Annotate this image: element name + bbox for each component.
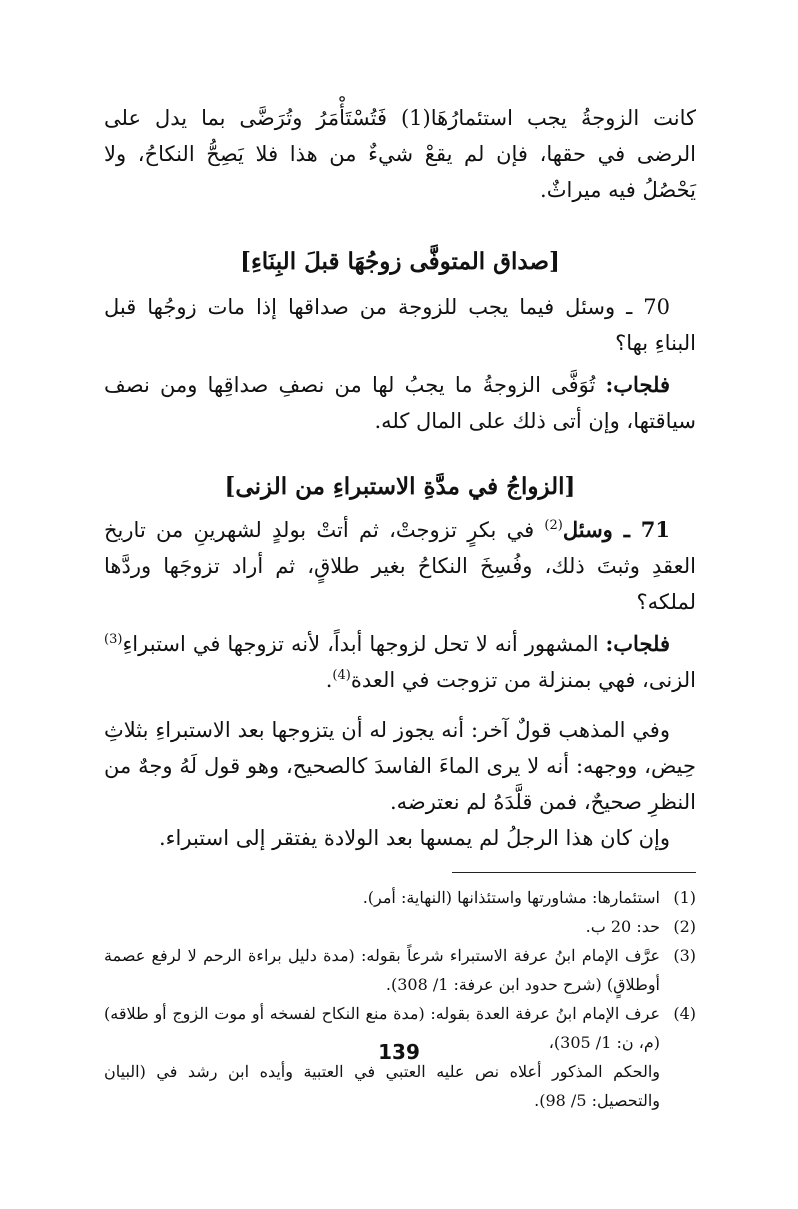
footnote-number: (2): [673, 917, 696, 936]
footnote-number: (1): [673, 888, 696, 907]
answer-label: فلجاب:: [605, 631, 670, 656]
footnote-text: حد: 20 ب.: [585, 917, 660, 936]
footnote-continuation: والحكم المذكور أعلاه نص عليه العتبي في العتبية وأيده ابن رشد في (البيان والتحصيل: 5/ 98).: [104, 1062, 660, 1110]
madhhab-paragraph: وفي المذهب قولٌ آخر: أنه يجوز له أن يتزوجها بعد الاستبراءِ بثلاثِ حِيض، ووجهه: أنه لا يرى الماءَ الفاسدَ كالصحيح، وهو قول لَهُ وجهٌ من النظرِ صحيحٌ، فمن قلَّدَهُ لم نعترضه.: [104, 718, 696, 814]
question-71: [104, 512, 696, 620]
footnote-item: [104, 912, 696, 941]
footnote-item: [104, 883, 696, 912]
footnote-item: [104, 941, 696, 999]
footnote-divider: [452, 872, 696, 873]
question-70: 70 ـ وسئل فيما يجب للزوجة من صداقها إذا مات زوجُها قبل البناءِ بها؟: [104, 295, 696, 355]
footnote-ref-3: (3): [104, 632, 123, 647]
footnote-text: عرَّف الإمام ابنُ عرفة الاستبراء شرعاً بقوله: (مدة دليل براءة الرحم لا لرفع عصمة أوطلاقٍ) (شرح حدود ابن عرفة: 1/ 308).: [104, 946, 660, 994]
answer-71: [104, 626, 696, 698]
answer-label: فلجاب:: [605, 372, 670, 397]
answer-71-text-b: الزنى، فهي بمنزلة من تزوجت في العدة: [350, 668, 696, 692]
footnote-ref-2: (2): [544, 518, 563, 533]
question-71-text: في بكرٍ تزوجتْ، ثم أتتْ بولدٍ لشهرينِ من تاريخ العقدِ وثبتَ ذلك، وفُسِخَ النكاحُ بغير طلاقٍ، ثم أراد تزوجَها وردَّها لملكه؟: [104, 518, 696, 614]
answer-70-text: تُوَفَّى الزوجةُ ما يجبُ لها من نصفِ صداقِها ومن نصف سياقتها، وإن أتى ذلك على المال كله.: [104, 373, 696, 433]
footnote-ref-4: (4): [332, 668, 351, 683]
section-heading-dowry: [صداق المتوفَّى زوجُهَا قبلَ البِنَاءِ]: [240, 248, 560, 275]
question-label: 71 ـ وسئل: [562, 517, 670, 542]
footnote-text: استئمارها: مشاورتها واستئذانها (النهاية: أمر).: [362, 888, 660, 907]
closing-paragraph: وإن كان هذا الرجلُ لم يمسها بعد الولادة يفتقر إلى استبراء.: [158, 826, 670, 850]
footnotes: [104, 883, 696, 1115]
answer-71-text-a: المشهور أنه لا تحل لزوجها أبداً، لأنه تزوجها في استبراءِ: [122, 632, 606, 656]
footnote-text: عرف الإمام ابنُ عرفة العدة بقوله: (مدة منع النكاح لفسخه أو موت الزوج أو طلاقه) (م، ن: 1/ 305)،: [104, 1004, 660, 1052]
footnote-number: (3): [673, 946, 696, 965]
page-body: [104, 100, 696, 1115]
footnote-number: (4): [673, 1004, 696, 1023]
answer-71-text-c: .: [325, 668, 333, 692]
intro-paragraph: كانت الزوجةُ يجب استئمارُهَا(1) فَتُسْتَأْمَرُ وتُرَضَّى بما يدل على الرضى في حقها، فإن لم يقعْ شيءٌ من هذا فلا يَصِحُّ النكاحُ، ولا يَحْصُلُ فيه ميراثٌ.: [104, 106, 696, 202]
section-heading-marriage: [الزواجُ في مدَّةِ الاستبراءِ من الزنى]: [224, 473, 576, 500]
answer-70: [104, 367, 696, 439]
page-number: 139: [378, 1040, 420, 1064]
